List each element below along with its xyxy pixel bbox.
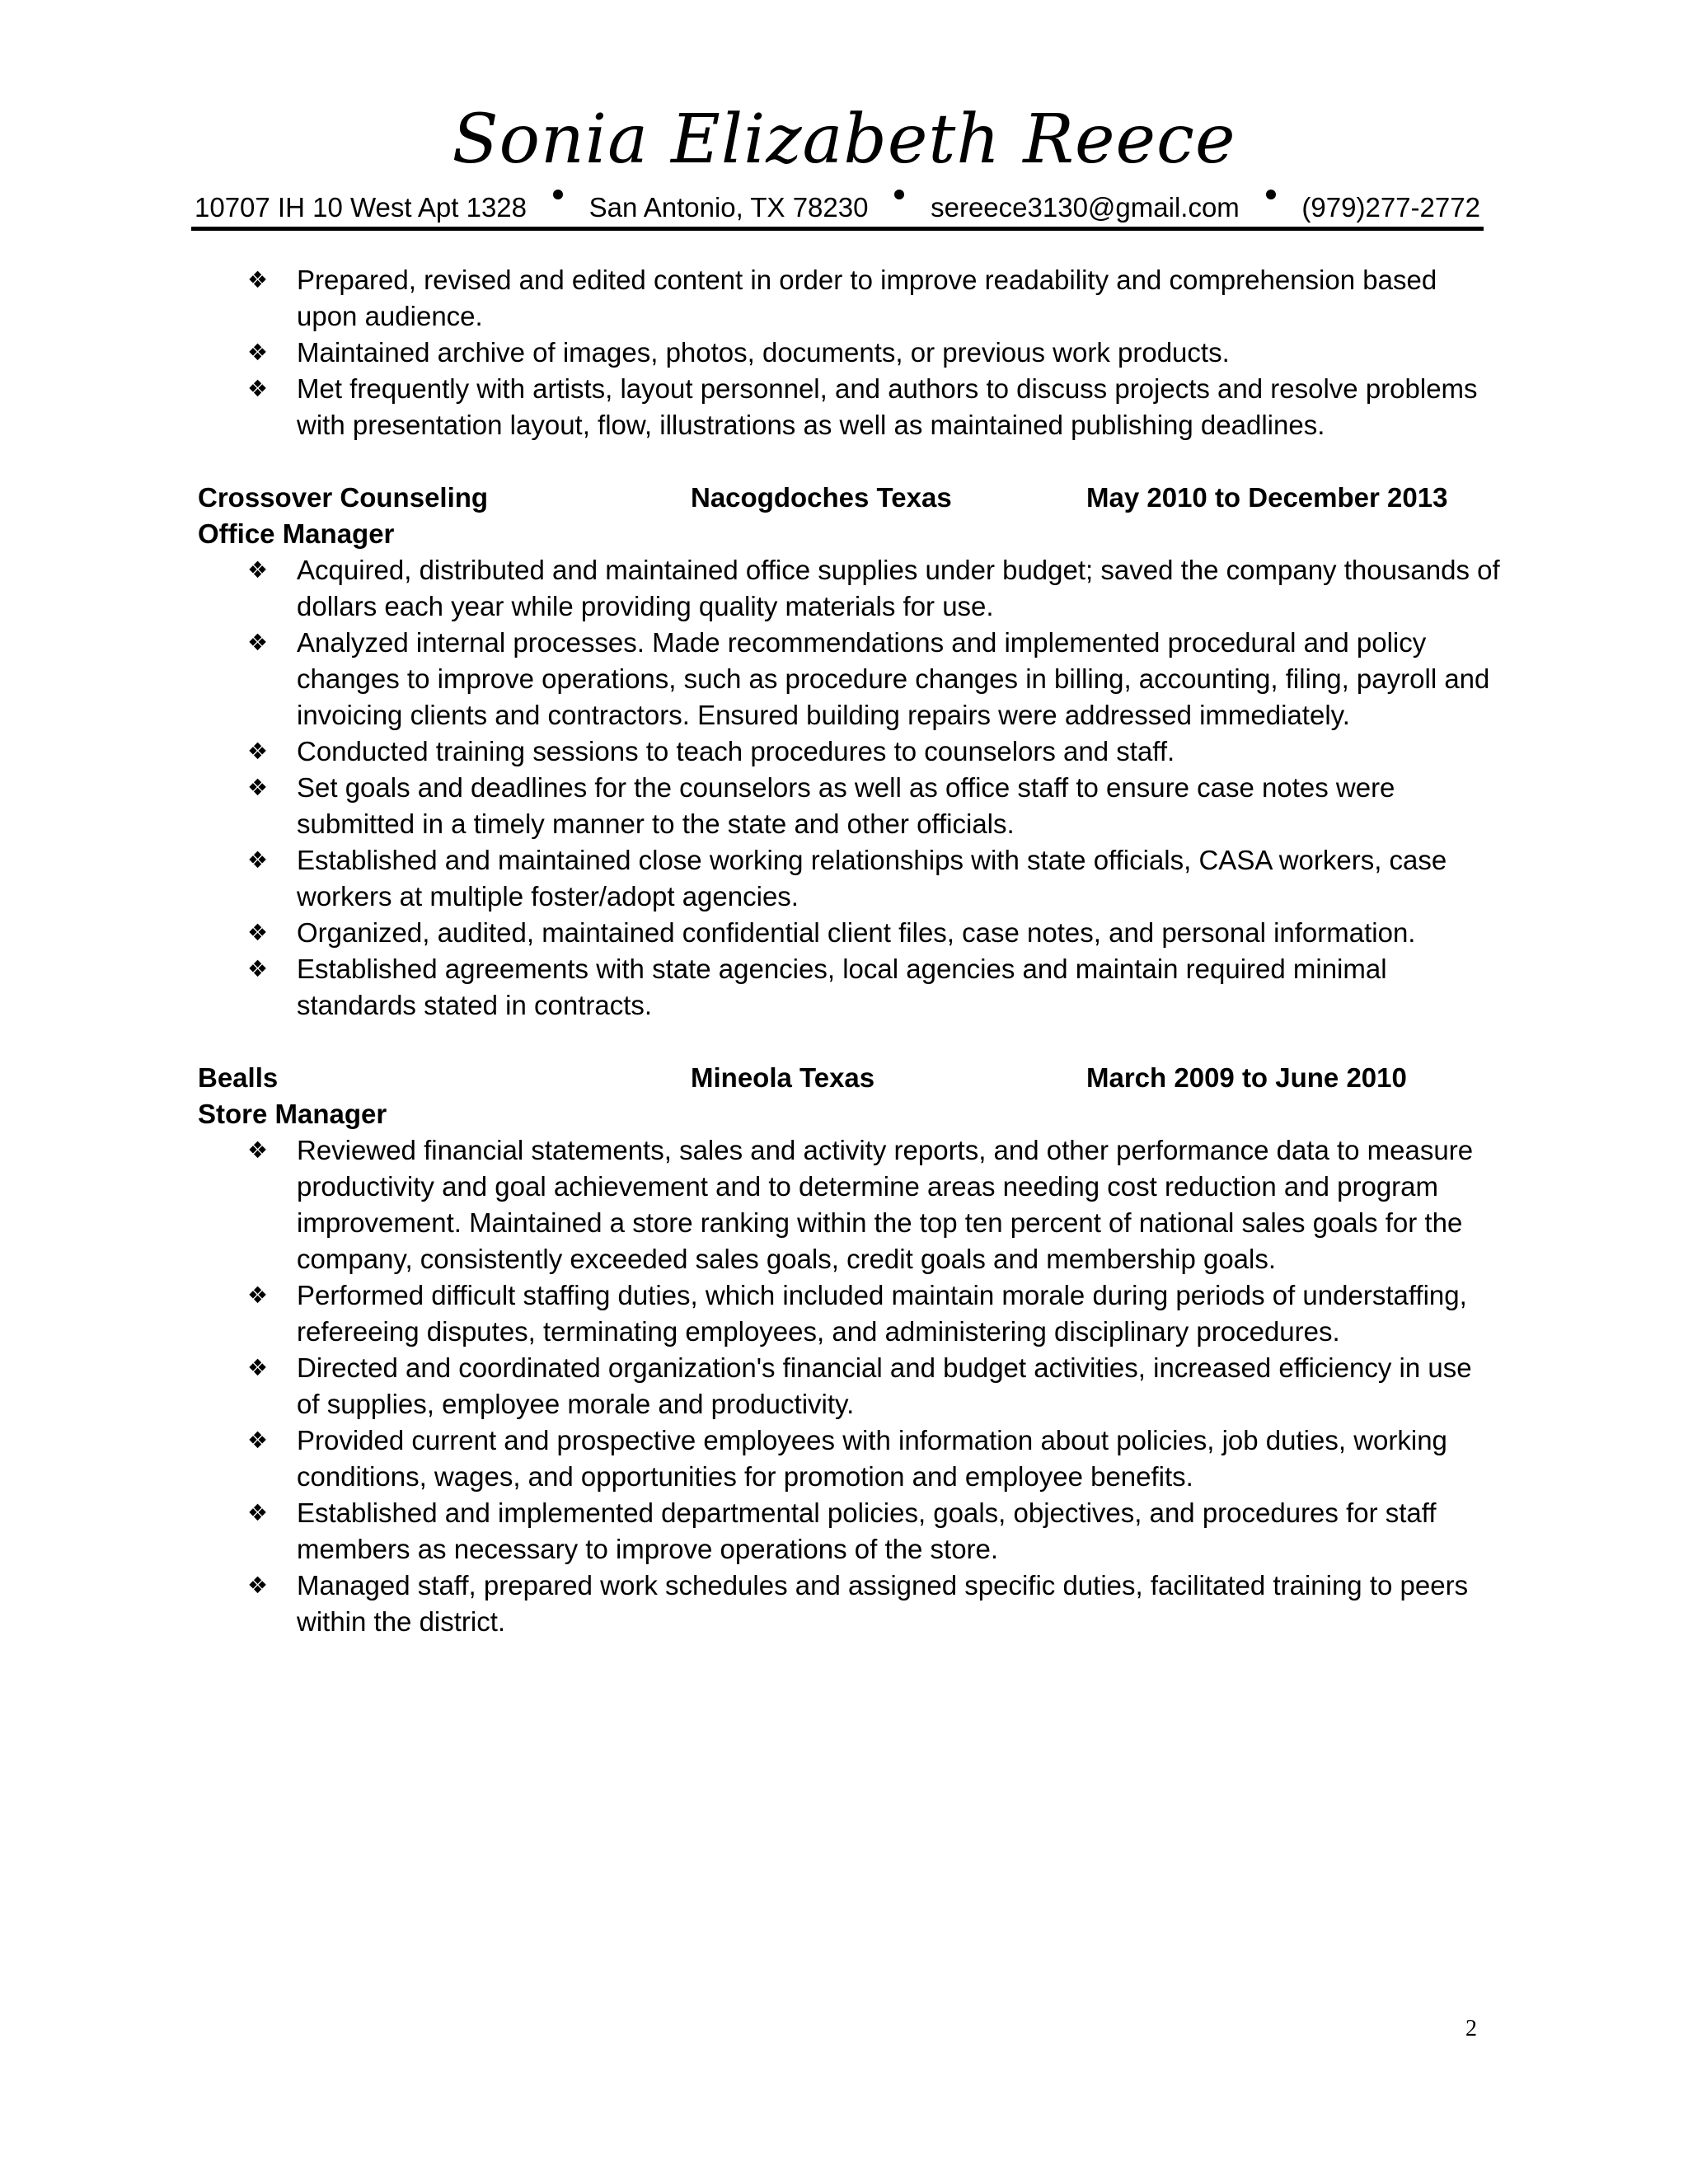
diamond-ornament-icon: ❖ <box>247 1282 269 1309</box>
job-entry-bealls <box>198 1060 1500 1640</box>
list-item <box>198 915 1500 951</box>
list-item <box>198 335 1500 371</box>
list-item <box>198 1568 1500 1640</box>
list-item <box>198 371 1500 443</box>
bullet-text: Analyzed internal processes. Made recommendations and implemented procedural and policy changes to improve operations, such as procedure changes in billing, accounting, filing, payroll and invoicing clients and contractors. Ensured building repairs were addressed immediately. <box>297 627 1490 730</box>
list-item <box>198 625 1500 733</box>
job-header <box>198 480 1500 516</box>
contact-address: 10707 IH 10 West Apt 1328 <box>195 192 528 223</box>
header-rule <box>191 227 1484 231</box>
contact-phone: (979)277-2772 <box>1301 192 1480 223</box>
separator-dot-icon <box>553 190 563 199</box>
diamond-ornament-icon: ❖ <box>247 1354 269 1381</box>
diamond-ornament-icon: ❖ <box>247 955 269 982</box>
diamond-ornament-icon: ❖ <box>247 375 269 402</box>
diamond-ornament-icon: ❖ <box>247 556 269 583</box>
contact-city: San Antonio, TX 78230 <box>588 192 869 223</box>
diamond-ornament-icon: ❖ <box>247 1427 269 1454</box>
list-item <box>198 1277 1500 1350</box>
bullet-text: Established and implemented departmental policies, goals, objectives, and procedures for staff members as necessary to improve operations of the store. <box>297 1497 1437 1564</box>
separator-dot-icon <box>1266 190 1276 199</box>
bullet-text: Met frequently with artists, layout personnel, and authors to discuss projects and resolve problems with presentation layout, flow, illustrations as well as maintained publishing deadlines. <box>297 373 1478 440</box>
bullet-text: Organized, audited, maintained confidential client files, case notes, and personal information. <box>297 917 1416 948</box>
bullet-text: Prepared, revised and edited content in order to improve readability and comprehension based upon audience. <box>297 265 1437 331</box>
diamond-ornament-icon: ❖ <box>247 266 269 293</box>
bullet-text: Established agreements with state agencies, local agencies and maintain required minimal standards stated in contracts. <box>297 954 1387 1020</box>
diamond-ornament-icon: ❖ <box>247 1572 269 1599</box>
list-item <box>198 1350 1500 1422</box>
list-item <box>198 733 1500 770</box>
job-company: Bealls <box>198 1062 279 1093</box>
resume-name: Sonia Elizabeth Reece <box>452 101 1236 179</box>
bullet-text: Conducted training sessions to teach procedures to counselors and staff. <box>297 736 1175 766</box>
bullet-text: Maintained archive of images, photos, documents, or previous work products. <box>297 337 1230 368</box>
job-dates: March 2009 to June 2010 <box>1086 1062 1407 1093</box>
bullet-text: Provided current and prospective employees with information about policies, job duties, working conditions, wages, and opportunities for promotion and employee benefits. <box>297 1425 1447 1492</box>
separator-dot-icon <box>894 190 904 199</box>
list-item <box>198 1422 1500 1495</box>
list-item <box>198 770 1500 842</box>
list-item <box>198 842 1500 915</box>
resume-content <box>198 262 1500 1640</box>
bullet-text: Reviewed financial statements, sales and activity reports, and other performance data to measure productivity and goal achievement and to determine areas needing cost reduction and program improvement. Maintained a store ranking within the top ten percent of national sales goals for the company, consistently exceeded sales goals, credit goals and membership goals. <box>297 1135 1474 1274</box>
contact-line <box>195 190 1480 226</box>
diamond-ornament-icon: ❖ <box>247 339 269 366</box>
list-item <box>198 552 1500 625</box>
job-title: Store Manager <box>198 1099 387 1129</box>
page-number: 2 <box>1465 2016 1477 2041</box>
diamond-ornament-icon: ❖ <box>247 738 269 765</box>
bullet-text: Directed and coordinated organization's financial and budget activities, increased efficiency in use of supplies, employee morale and productivity. <box>297 1352 1472 1419</box>
bullet-text: Acquired, distributed and maintained office supplies under budget; saved the company thousands of dollars each year while providing quality materials for use. <box>297 555 1500 621</box>
diamond-ornament-icon: ❖ <box>247 1499 269 1526</box>
job-dates: May 2010 to December 2013 <box>1086 482 1448 513</box>
list-item <box>198 951 1500 1024</box>
job-location: Mineola Texas <box>691 1062 875 1093</box>
list-item <box>198 1495 1500 1568</box>
job-bullet-list <box>198 552 1500 1024</box>
list-item <box>198 1132 1500 1277</box>
bullet-text: Set goals and deadlines for the counselors as well as office staff to ensure case notes were submitted in a timely manner to the state and other officials. <box>297 772 1395 839</box>
diamond-ornament-icon: ❖ <box>247 774 269 801</box>
job-location: Nacogdoches Texas <box>691 482 952 513</box>
contact-email[interactable]: sereece3130@gmail.com <box>931 192 1240 223</box>
list-item <box>198 262 1500 335</box>
job-entry-crossover <box>198 480 1500 1024</box>
job-company: Crossover Counseling <box>198 482 489 513</box>
diamond-ornament-icon: ❖ <box>247 919 269 946</box>
bullet-text: Managed staff, prepared work schedules and assigned specific duties, facilitated training to peers within the district. <box>297 1570 1469 1637</box>
bullet-text: Performed difficult staffing duties, which included maintain morale during periods of understaffing, refereeing disputes, terminating employees, and administering disciplinary procedures. <box>297 1280 1467 1347</box>
bullet-text: Established and maintained close working relationships with state officials, CASA workers, case workers at multiple foster/adopt agencies. <box>297 845 1447 912</box>
diamond-ornament-icon: ❖ <box>247 629 269 656</box>
job-title: Office Manager <box>198 518 395 549</box>
job-bullet-list <box>198 1132 1500 1640</box>
diamond-ornament-icon: ❖ <box>247 846 269 874</box>
intro-bullet-list <box>198 262 1500 443</box>
job-header <box>198 1060 1500 1096</box>
diamond-ornament-icon: ❖ <box>247 1137 269 1164</box>
